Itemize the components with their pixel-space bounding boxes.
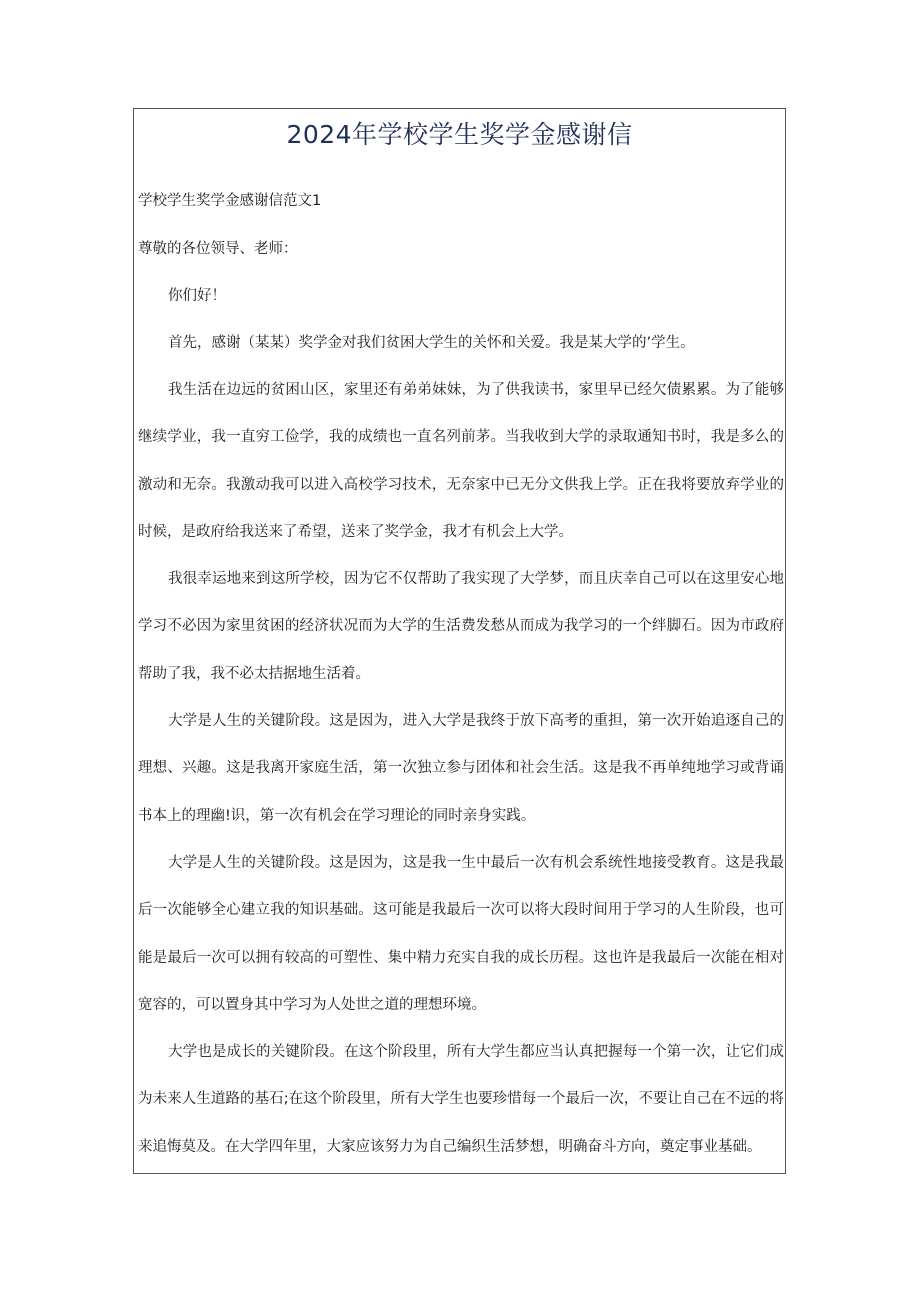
paragraph-key-stage-1: 大学是人生的关键阶段。这是因为，进入大学是我终于放下高考的重担，第一次开始追逐自己的理想、兴趣。这是我离开家庭生活，第一次独立参与团体和社会生活。这是我不再单纯地学习或背诵书本上的理幽!识，第一次有机会在学习理论的同时亲身实践。 (138, 713, 784, 824)
document-page (133, 108, 786, 1174)
paragraph-thanks: 首先，感谢（某某）奖学金对我们贫困大学生的关怀和关爱。我是某大学的’学生。 (168, 335, 695, 351)
paragraph-key-stage-2: 大学是人生的关键阶段。这是因为，这是我一生中最后一次有机会系统性地接受教育。这是我最后一次能够全心建立我的知识基础。这可能是我最后一次可以将大段时间用于学习的人生阶段，也可能是最后一次可以拥有较高的可塑性、集中精力充实自我的成长历程。这也许是我最后一次能在相对宽容的，可以置身其中学习为人处世之道的理想环境。 (138, 855, 784, 1013)
document-subtitle: 学校学生奖学金感谢信范文1 (138, 193, 322, 209)
paragraph-greeting: 你们好！ (168, 288, 226, 304)
letter-salutation: 尊敬的各位领导、老师： (138, 241, 298, 257)
paragraph-growth-stage: 大学也是成长的关键阶段。在这个阶段里，所有大学生都应当认真把握每一个第一次，让它们成为未来人生道路的基石;在这个阶段里，所有大学生也要珍惜每一个最后一次，不要让自己在不远的将来追悔莫及。在大学四年里，大家应该努力为自己编织生活梦想，明确奋斗方向，奠定事业基础。 (138, 1044, 784, 1155)
paragraph-school: 我很幸运地来到这所学校，因为它不仅帮助了我实现了大学梦，而且庆幸自己可以在这里安心地学习不必因为家里贫困的经济状况而为大学的生活费发愁从而成为我学习的一个绊脚石。因为市政府帮助了我，我不必太拮据地生活着。 (138, 571, 784, 682)
document-title: 2024年学校学生奖学金感谢信 (286, 120, 633, 149)
paragraph-background: 我生活在边远的贫困山区，家里还有弟弟妹妹，为了供我读书，家里早已经欠债累累。为了能够继续学业，我一直穷工俭学，我的成绩也一直名列前茅。当我收到大学的录取通知书时，我是多么的激动和无奈。我激动我可以进入高校学习技术，无奈家中已无分文供我上学。正在我将要放弃学业的时候，是政府给我送来了希望，送来了奖学金，我才有机会上大学。 (138, 382, 784, 540)
